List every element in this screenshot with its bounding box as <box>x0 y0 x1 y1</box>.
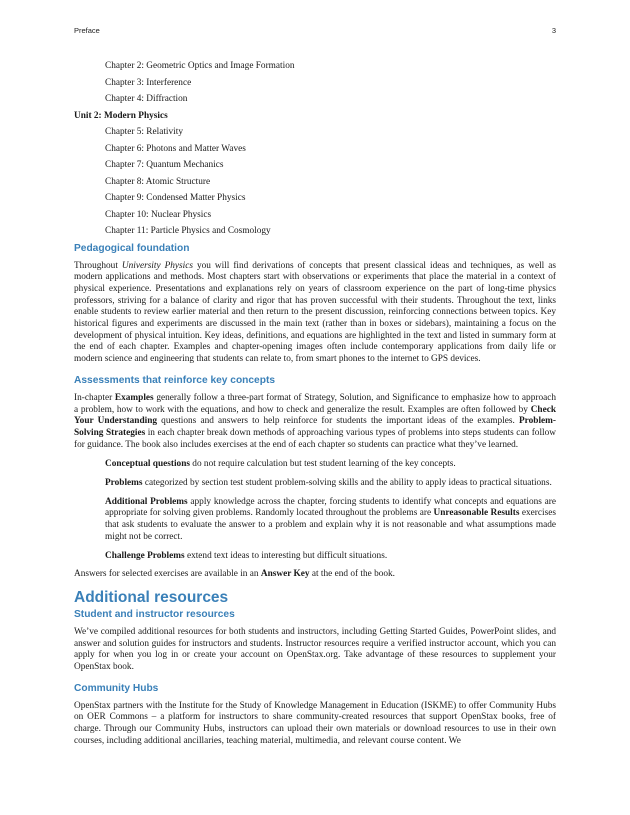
subsection-heading-student-instructor: Student and instructor resources <box>74 608 235 620</box>
paragraph-challenge <box>105 551 556 563</box>
text-run: questions and answers to help reinforce for students the important ideas of the examples. <box>157 416 519 427</box>
section-heading-assessments: Assessments that reinforce key concepts <box>74 374 276 386</box>
section-title: Preface <box>74 26 100 35</box>
text-run: you will find derivations of concepts that present classical ideas and techniques, as well as modern applications and methods. Most chapters start with observations or experiments that place the material in a context of physical experience. Presentations and explanations rely on years of classroom experience on the part of long-time physics professors, striving for a balance of clarity and rigor that has proven successful with their students. Throughout the text, links enable students to review earlier material and then return to the present discussion, reinforcing connections between topics. Key historical figures and experiments are discussed in the main text (rather than in boxes or sidebars), maintaining a focus on the development of physical intuition. Key ideas, definitions, and equations are highlighted in the text and listed in summary form at the end of each chapter. Examples and chapter-opening images often include contemporary applications from daily life or modern science and engineering that students can relate to, from smart phones to the internet to GPS devices. <box>74 260 556 365</box>
book-title: University Physics <box>121 260 193 271</box>
text-run: extend text ideas to interesting but difficult situations. <box>184 550 388 561</box>
paragraph-pedagogical <box>74 261 556 366</box>
term-problems: Problems <box>105 478 143 489</box>
unit-title: Unit 2: Modern Physics <box>74 110 168 121</box>
term-strategies: Problem-Solving Strategies <box>74 416 556 438</box>
text-run: at the end of the book. <box>309 569 395 580</box>
paragraph-conceptual <box>105 459 556 471</box>
term-additional-problems: Additional Problems <box>105 496 188 507</box>
term-challenge: Challenge Problems <box>105 550 185 561</box>
chapter-item: Chapter 11: Particle Physics and Cosmology <box>105 226 271 236</box>
running-header <box>74 26 556 35</box>
paragraph-answers <box>74 569 556 581</box>
term-examples: Examples <box>114 392 154 403</box>
subsection-heading-community-hubs: Community Hubs <box>74 682 159 694</box>
chapter-list-unit1 <box>74 58 556 108</box>
paragraph-student-instructor: We’ve compiled additional resources for both students and instructors, including Getting Started Guides, PowerPoint slides, and answer and solution guides for instructors and students. Instructor resources require a verified instructor account, which you can apply for when you log in or create your account on OpenStax.org. Take advantage of these resources to supplement your OpenStax book. <box>74 626 556 673</box>
text-run: In-chapter <box>74 392 115 403</box>
text-run: categorized by section test student problem-solving skills and the ability to apply ideas to practical situations. <box>142 478 552 489</box>
paragraph-additional-problems <box>105 497 556 544</box>
text-run: apply knowledge across the chapter, forcing students to identify what concepts and equations are appropriate for solving given problems. Randomly located throughout the problems are <box>105 496 556 519</box>
chapter-item: Chapter 5: Relativity <box>105 127 183 137</box>
text-run: in each chapter break down methods of approaching various types of problems into steps students can follow for guidance. The book also includes exercises at the end of each chapter so students can practice what they’ve learned. <box>74 427 556 450</box>
text-run: do not require calculation but test student learning of the key concepts. <box>189 459 456 470</box>
chapter-item: Chapter 6: Photons and Matter Waves <box>105 143 246 154</box>
chapter-item: Chapter 2: Geometric Optics and Image Formation <box>105 61 295 71</box>
term-check-understanding: Check Your Understanding <box>74 404 556 427</box>
chapter-item: Chapter 9: Condensed Matter Physics <box>105 193 246 203</box>
text-run: exercises that ask students to evaluate the answer to a problem and explain why it is not reasonable and what assumptions made might not be correct. <box>105 508 556 542</box>
chapter-item: Chapter 3: Interference <box>105 77 192 88</box>
section-heading-additional-resources: Additional resources <box>74 588 229 606</box>
chapter-item: Chapter 10: Nuclear Physics <box>105 209 212 220</box>
paragraph-problems <box>105 478 556 490</box>
text-run: Answers for selected exercises are available in an <box>74 569 261 580</box>
term-unreasonable-results: Unreasonable Results <box>433 508 520 519</box>
page-content <box>74 58 556 756</box>
chapter-item: Chapter 8: Atomic Structure <box>105 176 211 187</box>
term-answer-key: Answer Key <box>260 569 310 580</box>
paragraph-assessments <box>74 393 556 452</box>
chapter-item: Chapter 4: Diffraction <box>105 94 188 104</box>
chapter-item: Chapter 7: Quantum Mechanics <box>105 160 224 170</box>
text-run: generally follow a three-part format of Strategy, Solution, and Significance to emphasize how to approach a problem, how to work with the equations, and how to check and generalize the result. Examples are often followed by <box>74 392 556 415</box>
section-heading-pedagogical: Pedagogical foundation <box>74 242 190 254</box>
page-number: 3 <box>551 26 556 35</box>
paragraph-community-hubs: OpenStax partners with the Institute for the Study of Knowledge Management in Education (ISKME) to offer Community Hubs on OER Commons – a platform for instructors to share community-created resources that support OpenStax books, free of charge. Through our Community Hubs, instructors can upload their own materials or download resources to use in their own courses, including additional ancillaries, teaching material, multimedia, and relevant course content. We <box>74 700 556 746</box>
term-conceptual: Conceptual questions <box>105 459 190 470</box>
text-run: Throughout <box>74 260 122 271</box>
chapter-list-unit2 <box>74 124 556 240</box>
